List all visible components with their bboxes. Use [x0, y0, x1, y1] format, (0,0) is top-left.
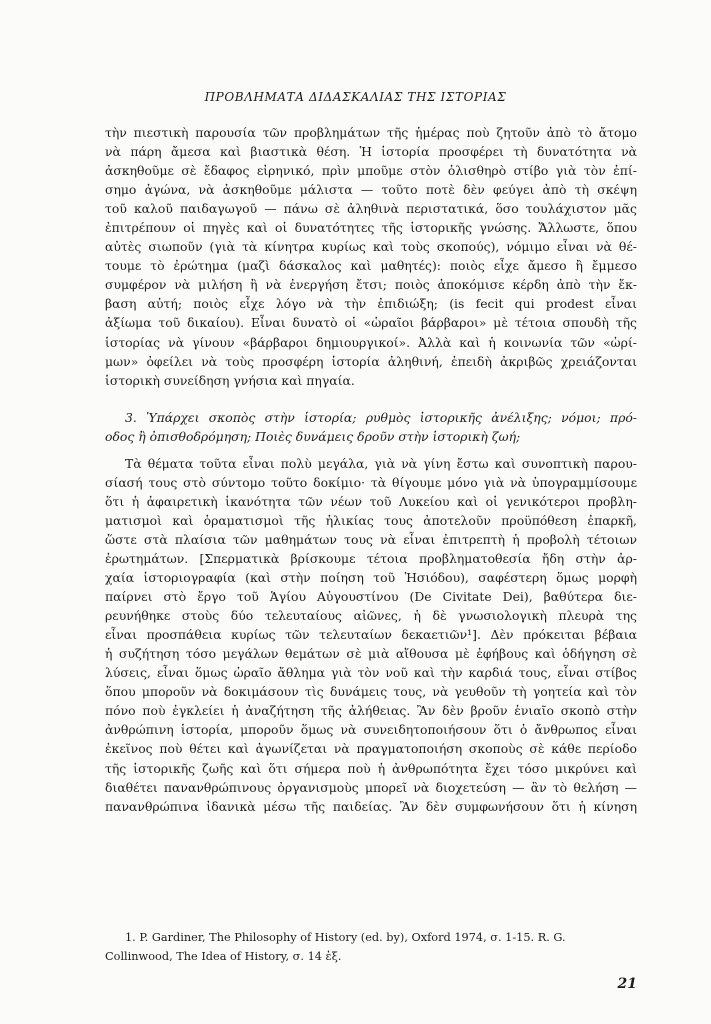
text-line: σίασή τους στὸ σύντομο τοῦτο δοκίμιο· τὰ θίγουμε μόνο γιὰ νὰ ὑπογραμμίσουμε [105, 474, 637, 490]
text-line: αὐτὲς σιωποῦν (γιὰ τὰ κίνητρα κυρίως καὶ τοὺς σκοπούς), νόμιμο εἶναι νὰ θέ- [105, 239, 637, 255]
text-line: συμφέρον νὰ μιλήση ἢ νὰ ἐνεργήση ἔτσι; ποιὸς ἀποκόμισε κέρδη ἀπὸ τὴν ἔκ- [105, 277, 637, 293]
footnote-line: 1. P. Gardiner, The Philosophy of History (ed. by), Oxford 1974, σ. 1-15. R. G. [125, 931, 566, 944]
text-line: λύσεις, εἶναι ὅμως ὡραῖο ἄθλημα γιὰ τὸν νοῦ καὶ τὴν καρδιά τους, εἶναι στίβος [105, 665, 637, 681]
text-line: τουμε τὸ ἐρώτημα (μαζὶ δάσκαλος καὶ μαθητές): ποιὸς εἶχε ἄμεσο ἢ ἔμμεσο [105, 258, 637, 274]
text-line: ὅπου μποροῦν νὰ δοκιμάσουν τὶς δυνάμεις τους, νὰ γευθοῦν τὴ γοητεία καὶ τὸν [105, 684, 637, 700]
text-line: βαση αὐτή; ποιὸς εἶχε λόγο νὰ τὴν ἐπιδιώξη; (is fecit qui prodest εἶναι [105, 296, 637, 312]
page-number: 21 [617, 976, 637, 992]
section-spacer [105, 446, 637, 454]
footnote [105, 928, 637, 966]
text-line: ἀξίωμα τοῦ δικαίου). Εἶναι δυνατὸ οἱ «ὡραῖοι βάρβαροι» μὲ τέτοια σπουδὴ τῆς [105, 315, 637, 331]
heading-line: οδος ἢ ὀπισθοδρόμηση; Ποιὲς δυνάμεις δροῦν στὴν ἱστορικὴ ζωή; [105, 428, 521, 444]
text-line: ματισμοὶ καὶ ὁραματισμοὶ τῆς ἡλικίας τους ἀποτελοῦν προϋπόθεση ἐπαρκῆ, [105, 512, 637, 528]
text-line: ἐκεῖνος ποὺ θέτει καὶ ἀγωνίζεται νὰ πραγματοποιήση σκοποὺς σὲ κάθε περίοδο [105, 741, 637, 757]
text-line: χαία ἱστοριογραφία (καὶ στὴν ποίηση τοῦ Ἡσιόδου), σαφέστερη ὅμως μορφὴ [105, 570, 637, 586]
text-line: τῆς ἱστορικῆς ζωῆς καὶ ὅτι σήμερα ποὺ ἡ ἀνθρωπότητα ἔχει τόσο μικρύνει καὶ [105, 760, 637, 776]
text-line: ρευνήθηκε στοὺς δύο τελευταίους αἰῶνες, ἡ δὲ γνωσιολογικὴ πλευρὰ της [105, 608, 637, 624]
text-line: Τὰ θέματα τοῦτα εἶναι πολὺ μεγάλα, γιὰ νὰ γίνη ἔστω καὶ συνοπτικὴ παρου- [125, 455, 637, 471]
text-line: ἐρωτημάτων. [Σπερματικὰ βρίσκουμε τέτοια προβληματοθεσία ἤδη στὴν ἀρ- [105, 550, 637, 566]
paragraph [105, 454, 637, 816]
text-line: μων» ὀφείλει νὰ τοὺς προσφέρη ἱστορία ἀληθινή, ἐπειδὴ ἀκριβῶς χρειάζονται [105, 353, 637, 369]
text-line: νὰ πάρη ἄμεσα καὶ βιαστικὰ θέση. Ἡ ἱστορία προσφέρει τὴ δυνατότητα νὰ [105, 144, 637, 160]
text-line: πανανθρώπινα ἰδανικὰ μέσω τῆς παιδείας. Ἂν δὲν συμφωνήσουν ὅτι ἡ κίνηση [105, 798, 637, 814]
text-line: ἡ συζήτηση τόσο μεγάλων θεμάτων σὲ μιὰ αἴθουσα μὲ ἐφήβους καὶ ὁδήγηση σὲ [105, 646, 637, 662]
running-head: ΠΡΟΒΛΗΜΑΤΑ ΔΙΔΑΣΚΑΛΙΑΣ ΤΗΣ ΙΣΤΟΡΙΑΣ [204, 90, 507, 104]
text-line: τὴν πιεστικὴ παρουσία τῶν προβλημάτων τῆς ἡμέρας ποὺ ζητοῦν ἀπὸ τὸ ἄτομο [105, 125, 637, 140]
text-line: παίρνει στὸ ἔργο τοῦ Ἁγίου Αὐγουστίνου (De Civitate Dei), βαθύτερα διε- [105, 589, 637, 605]
text-line: ὥστε στὰ πλαίσια τῶν μαθημάτων τους νὰ εἶναι ἐπιτρεπτὴ ἡ προβολὴ τέτοιων [105, 531, 637, 547]
paragraph-continuation [105, 123, 637, 390]
heading-line: 3. Ὑπάρχει σκοπὸς στὴν ἱστορία; ρυθμὸς ἱστορικῆς ἀνέλιξης; νόμοι; πρό- [125, 409, 637, 425]
text-line: ἱστορικὴ συνείδηση γνήσια καὶ πηγαία. [105, 372, 355, 388]
text-line: ὅτι ἡ ἀφαιρετικὴ ἱκανότητα τῶν νέων τοῦ Λυκείου καὶ οἱ γενικότεροι προβλη- [105, 493, 637, 509]
text-line: διαθέτει πανανθρώπινους ὀργανισμοὺς μπορεῖ νὰ διοχετεύση — ἂν τὸ θελήση — [105, 779, 637, 795]
section-spacer [105, 390, 637, 408]
text-line: πόνο ποὺ ἐγκλείει ἡ ἀναζήτηση τῆς ἀλήθειας. Ἂν δὲν βροῦν ἑνιαῖο σκοπὸ στὴν [105, 703, 637, 719]
text-line: ἀνθρώπινη ἱστορία, μποροῦν ὅμως νὰ συνειδητοποιήσουν ὅτι ὁ ἄνθρωπος εἶναι [105, 722, 637, 738]
footnote-line: Collinwood, The Idea of History, σ. 14 ἑξ. [105, 950, 342, 963]
section-heading [105, 408, 637, 446]
page-body [105, 123, 637, 816]
text-line: εἶναι προσπάθεια κυρίως τῶν τελευταίων δεκαετιῶν¹]. Δὲν πρόκειται βέβαια [105, 627, 637, 643]
text-line: τοῦ καλοῦ παιδαγωγοῦ — πάνω σὲ ἀληθινὰ περιστατικά, ὅσο τουλάχιστον μᾶς [105, 201, 637, 217]
text-line: ἀσκηθοῦμε σὲ ἔδαφος εἰρηνικό, πρὶν μποῦμε στὸν ὀλισθηρὸ στίβο γιὰ τὸν ἐπί- [105, 163, 637, 179]
text-line: ἱστορίας νὰ γίνουν «βάρβαροι δημιουργικοί». Ἀλλὰ καὶ ἡ κοινωνία τῶν «ὡρί- [105, 334, 637, 350]
text-line: σημο ἀγώνα, νὰ ἀσκηθοῦμε μάλιστα — τοῦτο ποτὲ δὲν φεύγει ἀπὸ τὴ σκέψη [105, 182, 637, 198]
text-line: ἐπιτρέπουν οἱ πηγὲς καὶ οἱ δυνατότητες τῆς ἱστορικῆς γνώσης. Ἄλλωστε, ὅπου [105, 220, 637, 236]
